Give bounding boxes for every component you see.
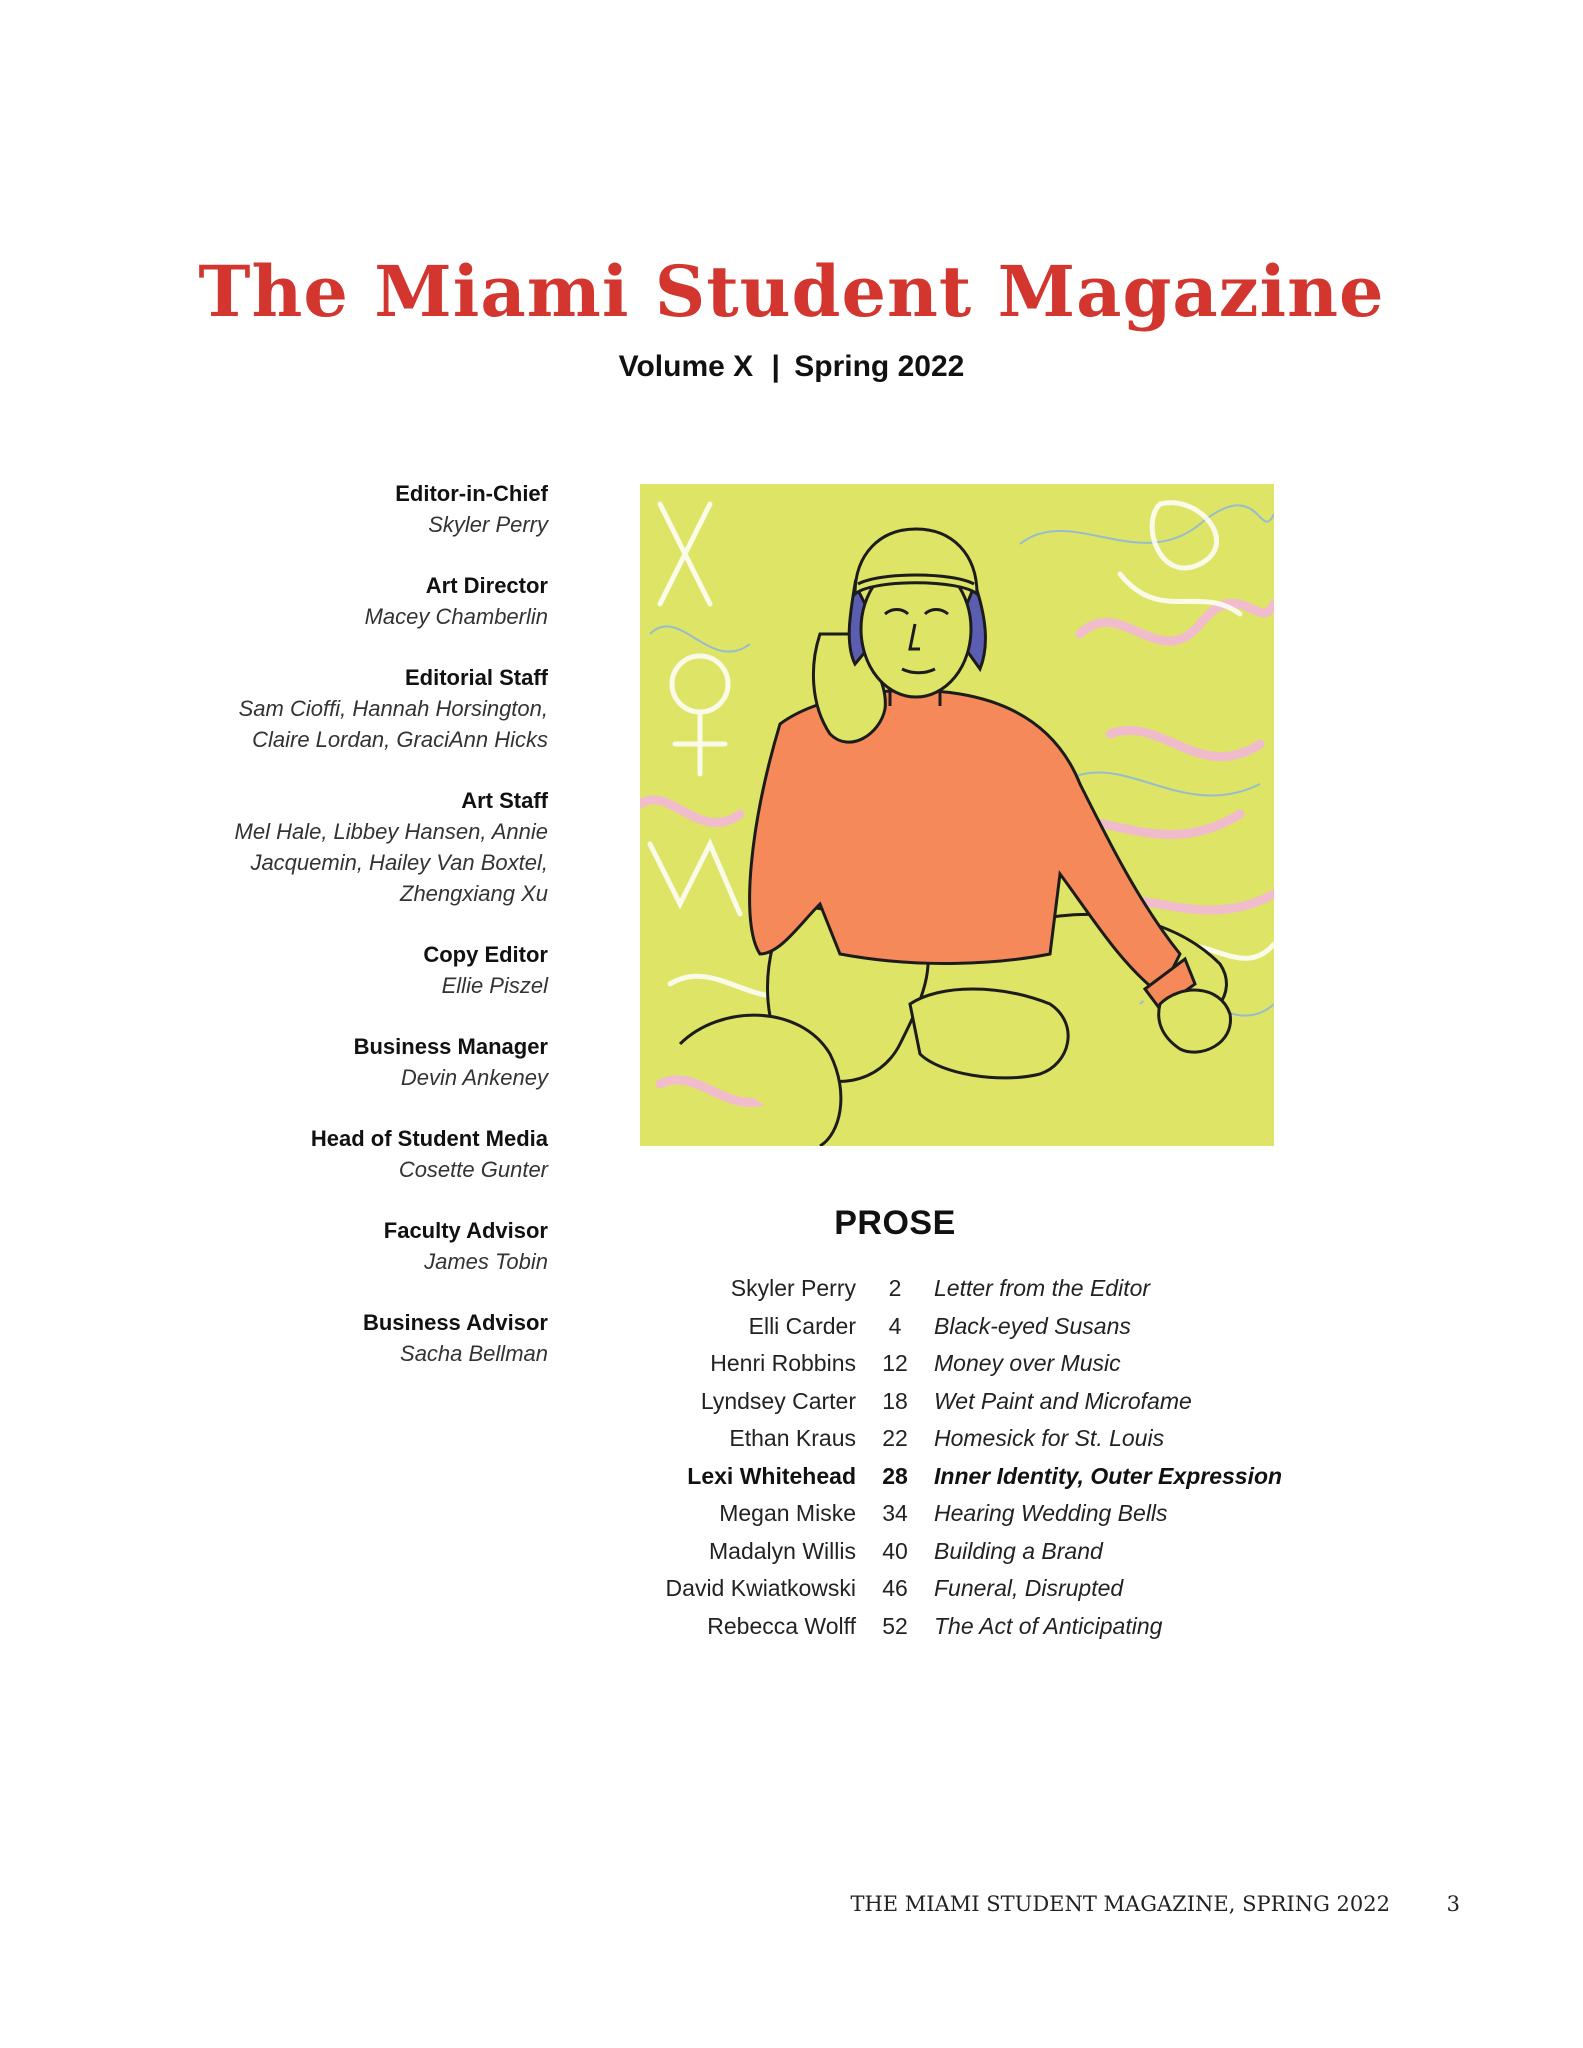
toc-page: 22 <box>882 1425 908 1451</box>
staff-role: Copy Editor <box>423 942 548 967</box>
staff-block <box>150 478 548 540</box>
toc-row[interactable] <box>560 1570 1360 1608</box>
toc-page: 12 <box>882 1350 908 1376</box>
toc-author: David Kwiatkowski <box>665 1575 856 1601</box>
running-footer: THE MIAMI STUDENT MAGAZINE, SPRING 2022 <box>850 1892 1390 1916</box>
toc-row-featured[interactable] <box>560 1458 1360 1496</box>
season-label: Spring 2022 <box>794 350 965 383</box>
toc-title: Black-eyed Susans <box>934 1312 1131 1339</box>
staff-block <box>150 1123 548 1185</box>
staff-role: Head of Student Media <box>310 1126 548 1151</box>
toc-author: Elli Carder <box>748 1312 856 1339</box>
staff-names: James Tobin <box>424 1249 548 1274</box>
staff-role: Business Manager <box>353 1034 548 1059</box>
toc-title: Funeral, Disrupted <box>934 1575 1124 1601</box>
toc-author: Lexi Whitehead <box>687 1462 856 1489</box>
toc-page: 18 <box>882 1387 908 1414</box>
staff-block <box>150 1215 548 1277</box>
toc-author: Skyler Perry <box>730 1275 856 1301</box>
staff-role: Editorial Staff <box>404 665 548 690</box>
staff-names: Skyler Perry <box>428 512 548 537</box>
staff-names: Sam Cioffi, Hannah Horsington, Claire Lordan, GraciAnn Hicks <box>238 696 548 752</box>
toc-row[interactable] <box>560 1383 1360 1421</box>
staff-names: Ellie Piszel <box>441 973 548 998</box>
toc-title: Wet Paint and Microfame <box>934 1387 1192 1414</box>
toc-row[interactable] <box>560 1308 1360 1346</box>
toc-title: Building a Brand <box>934 1537 1103 1564</box>
toc-title: Money over Music <box>934 1350 1121 1376</box>
toc-page: 28 <box>882 1462 908 1489</box>
toc-page: 52 <box>882 1612 908 1639</box>
toc-row[interactable] <box>560 1608 1360 1646</box>
toc-page: 4 <box>888 1312 902 1339</box>
toc-author: Megan Miske <box>719 1500 856 1526</box>
toc-page: 46 <box>882 1575 908 1601</box>
toc-author: Ethan Kraus <box>729 1425 856 1451</box>
toc-page: 34 <box>882 1500 908 1526</box>
toc-title: Inner Identity, Outer Expression <box>934 1462 1283 1489</box>
issue-line <box>0 350 1583 384</box>
toc-author: Madalyn Willis <box>709 1537 856 1564</box>
toc-title: Letter from the Editor <box>934 1275 1151 1301</box>
staff-role: Art Staff <box>461 788 548 813</box>
toc-row[interactable] <box>560 1420 1360 1458</box>
staff-role: Faculty Advisor <box>383 1218 548 1243</box>
page-number: 3 <box>1446 1892 1460 1916</box>
staff-names: Macey Chamberlin <box>364 604 548 629</box>
staff-role: Editor-in-Chief <box>395 481 548 506</box>
toc-row[interactable] <box>560 1270 1360 1308</box>
toc-row[interactable] <box>560 1495 1360 1533</box>
magazine-title: The Miami Student Magazine <box>198 250 1385 333</box>
staff-block <box>150 570 548 632</box>
prose-heading: PROSE <box>834 1204 956 1242</box>
staff-names: Mel Hale, Libbey Hansen, Annie Jacquemin, Hailey Van Boxtel, Zhengxiang Xu <box>234 819 548 906</box>
staff-block <box>150 939 548 1001</box>
toc-page: 40 <box>882 1537 908 1564</box>
toc-page: 2 <box>888 1275 902 1301</box>
staff-names: Devin Ankeney <box>400 1065 548 1090</box>
staff-block <box>150 662 548 755</box>
toc-author: Lyndsey Carter <box>700 1387 856 1414</box>
cover-illustration <box>640 484 1274 1146</box>
staff-names: Cosette Gunter <box>398 1157 548 1182</box>
issue-separator: | <box>771 350 780 383</box>
volume-label: Volume X <box>618 350 754 383</box>
table-of-contents <box>560 1270 1360 1645</box>
portrait-illustration-icon <box>640 484 1274 1146</box>
staff-block <box>150 785 548 909</box>
toc-author: Rebecca Wolff <box>707 1612 856 1639</box>
staff-block <box>150 1031 548 1093</box>
staff-masthead <box>150 478 548 1399</box>
staff-role: Business Advisor <box>362 1310 548 1335</box>
staff-role: Art Director <box>425 573 548 598</box>
toc-title: The Act of Anticipating <box>934 1612 1163 1639</box>
toc-title: Homesick for St. Louis <box>934 1425 1165 1451</box>
toc-author: Henri Robbins <box>710 1350 856 1376</box>
toc-row[interactable] <box>560 1533 1360 1571</box>
toc-row[interactable] <box>560 1345 1360 1383</box>
staff-names: Sacha Bellman <box>400 1341 548 1366</box>
staff-block <box>150 1307 548 1369</box>
toc-title: Hearing Wedding Bells <box>934 1500 1168 1526</box>
